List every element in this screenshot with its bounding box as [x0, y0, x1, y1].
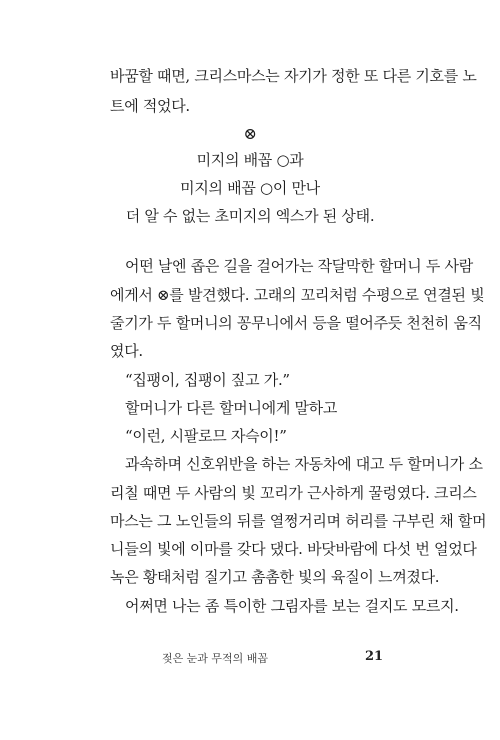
otimes-symbol: ⊗	[243, 124, 257, 143]
page-number: 21	[365, 649, 384, 664]
paragraph-line: 과속하며 신호위반을 하는 자동차에 대고 두 할머니가 소	[125, 455, 483, 473]
paragraph-line: 바꿈할 때면, 크리스마스는 자기가 정한 또 다른 기호를 노	[110, 67, 477, 85]
paragraph-line: 리칠 때면 두 사람의 빛 꼬리가 근사하게 꿀렁였다. 크리스	[110, 484, 477, 502]
paragraph-line: 였다.	[110, 342, 143, 360]
paragraph-line: 니들의 빛에 이마를 갖다 댔다. 바닷바람에 다섯 번 얼었다	[110, 540, 477, 558]
paragraph-line: 줄기가 두 할머니의 꽁무니에서 등을 떨어주듯 천천히 움직	[110, 314, 482, 332]
poem-line: 더 알 수 없는 초미지의 엑스가 된 상태.	[125, 207, 375, 225]
poem-line: 미지의 배꼽 ○이 만나	[180, 179, 320, 197]
paragraph-line: 어떤 날엔 좁은 길을 걸어가는 작달막한 할머니 두 사람	[125, 257, 473, 275]
paragraph-line: 어쩌면 나는 좀 특이한 그림자를 보는 걸지도 모르지.	[125, 597, 459, 615]
paragraph-line: 트에 적었다.	[110, 97, 190, 115]
poem-line: 미지의 배꼽 ○과	[196, 151, 304, 169]
dialogue-line: “집팽이, 집팽이 짚고 가.”	[125, 371, 290, 389]
paragraph-line: 할머니가 다른 할머니에게 말하고	[125, 399, 338, 417]
paragraph-line: 에게서 ⊗를 발견했다. 고래의 꼬리처럼 수평으로 연결된 빛	[110, 286, 485, 304]
paragraph-line: 녹은 황태처럼 질기고 촘촘한 빛의 육질이 느껴졌다.	[110, 568, 440, 586]
dialogue-line: “이런, 시팔로므 자슥이!”	[125, 427, 287, 445]
paragraph-line: 마스는 그 노인들의 뒤를 열쩡거리며 허리를 구부린 채 할머	[110, 512, 487, 530]
running-footer-title: 젖은 눈과 무적의 배꼽	[161, 652, 269, 665]
